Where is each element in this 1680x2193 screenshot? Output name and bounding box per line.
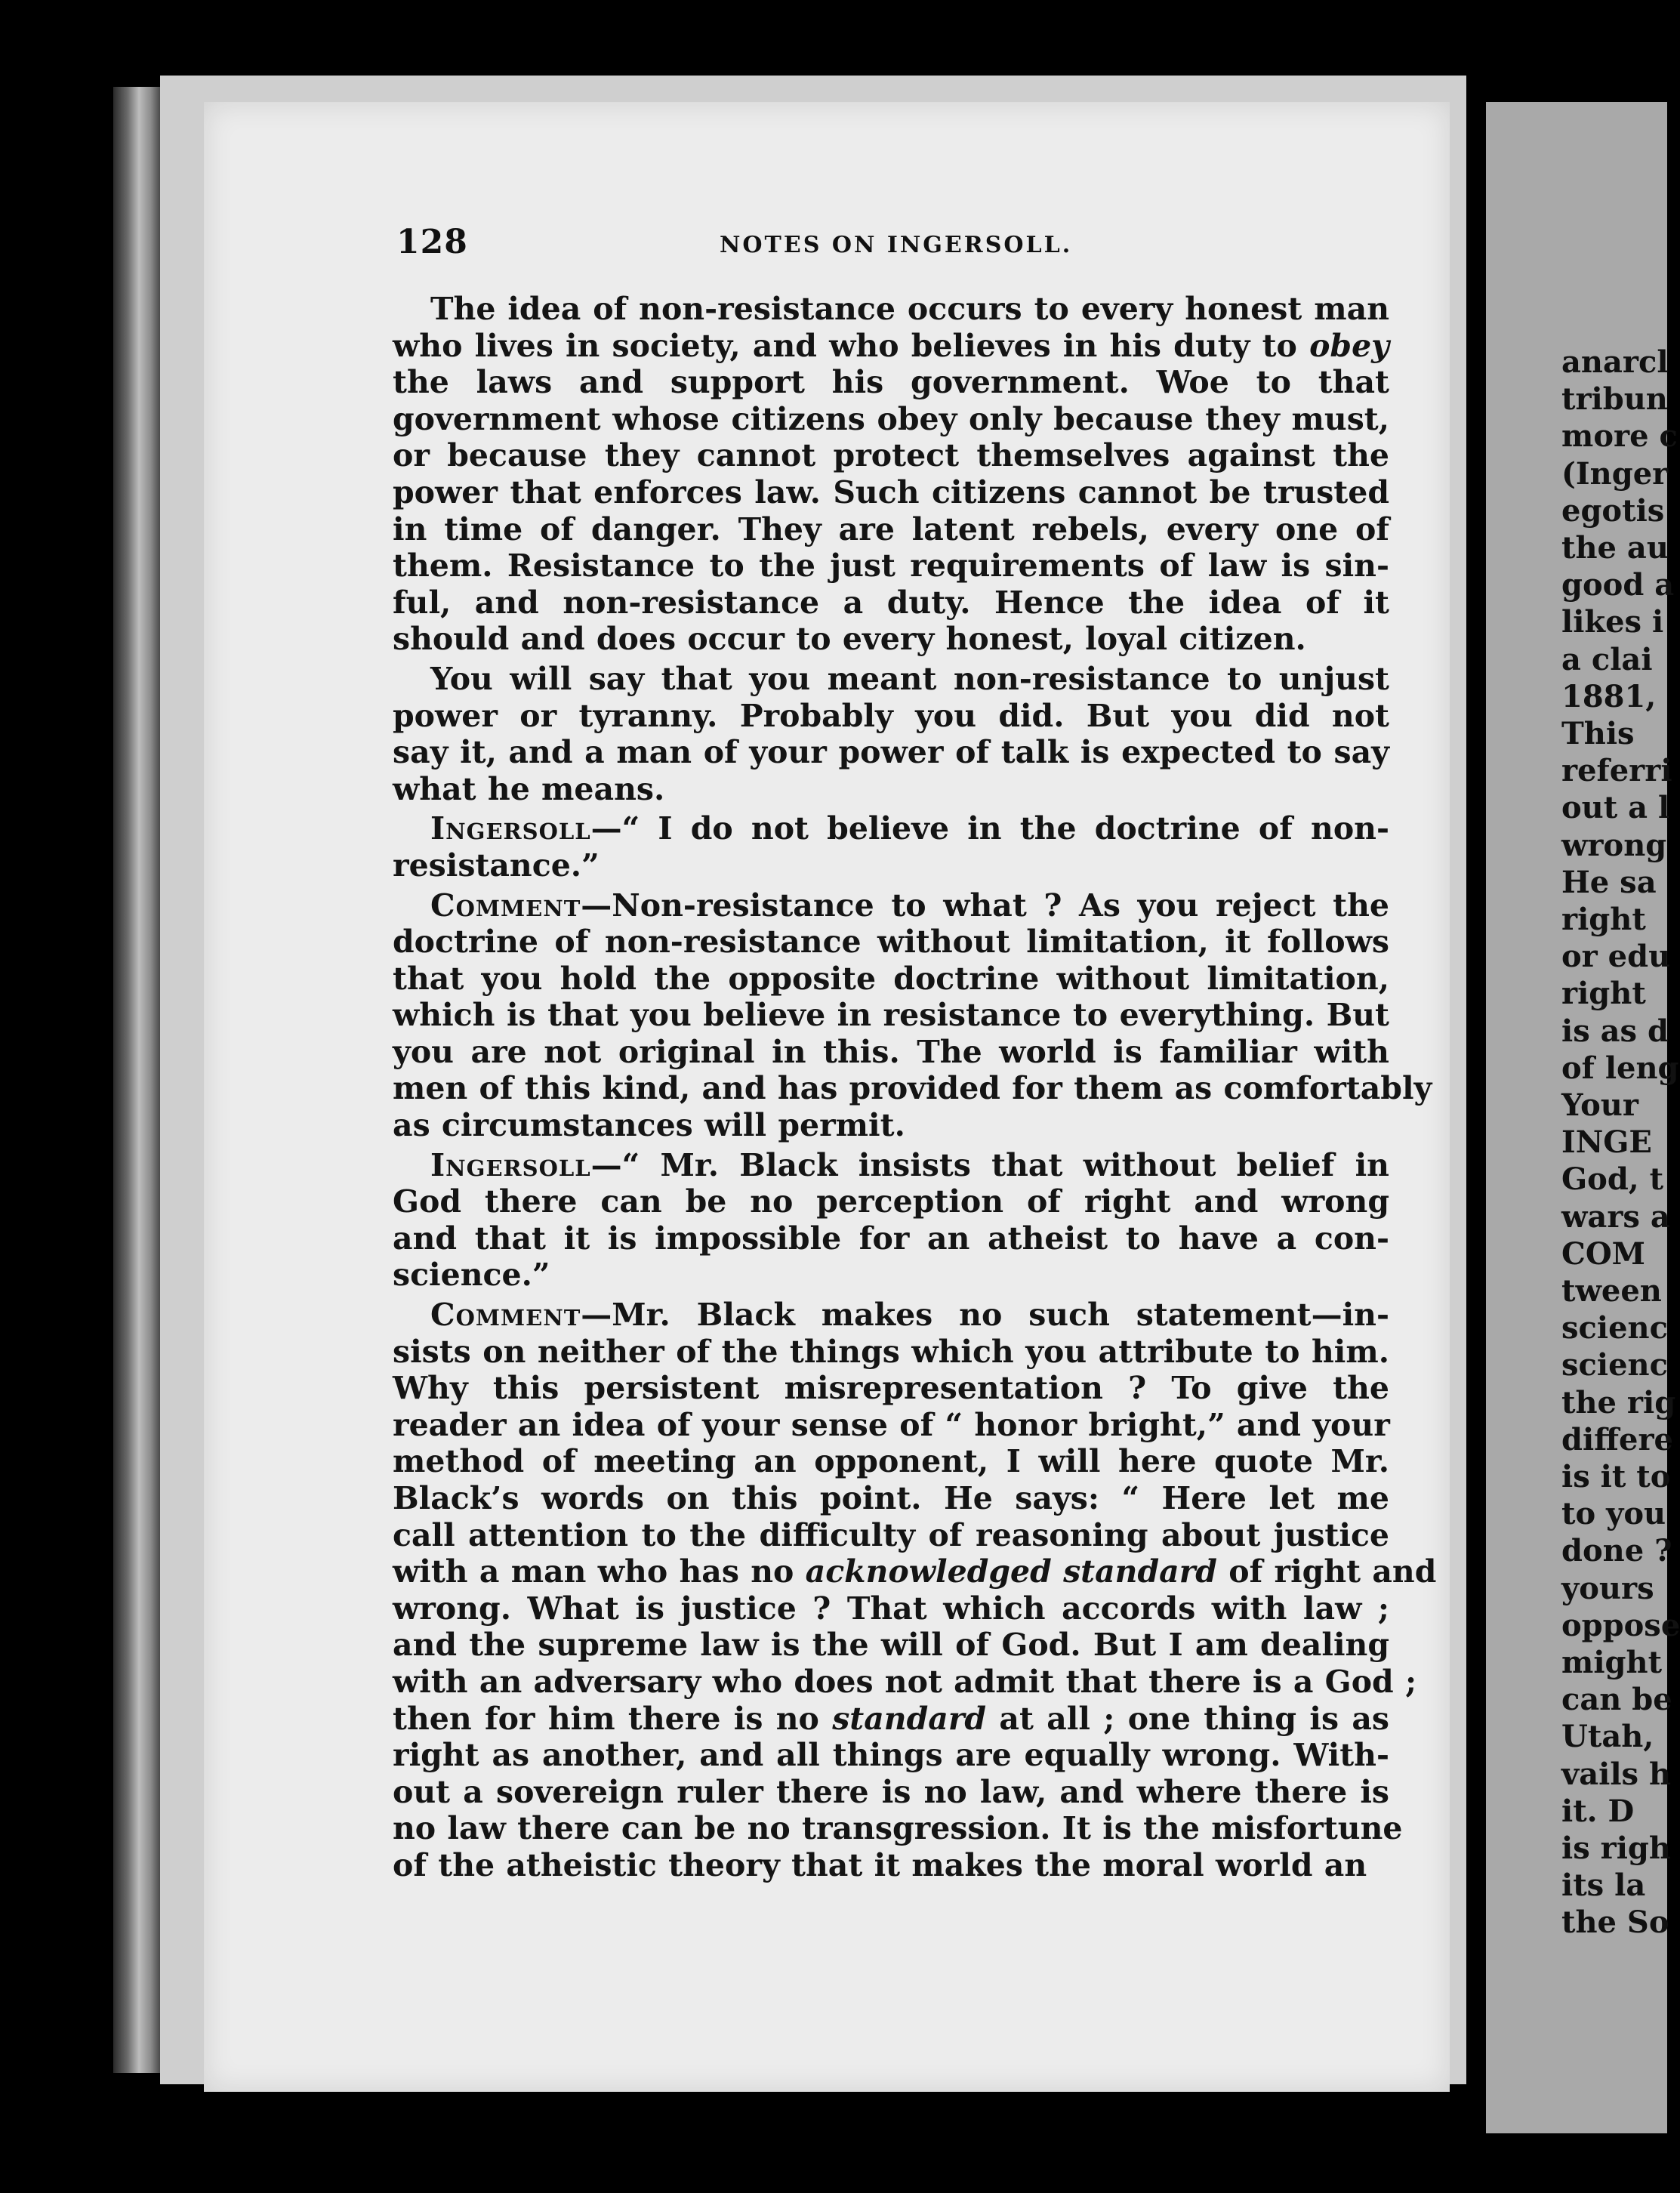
- text-line: [355, 810, 1389, 847]
- text-line: [355, 1627, 1389, 1664]
- line-text: power or tyranny. Probably you did. But you did not: [393, 697, 1389, 734]
- adjacent-page-text-fragment: differe: [1561, 1421, 1673, 1457]
- text-line: [355, 1701, 1389, 1738]
- line-text: The idea of non-resistance occurs to every honest man: [430, 291, 1389, 327]
- adjacent-page-text-fragment: a clai: [1561, 641, 1653, 677]
- adjacent-page-text-fragment: right: [1561, 902, 1646, 937]
- adjacent-page-text-fragment: or edu: [1561, 939, 1671, 975]
- line-text: and the supreme law is the will of God. But I am dealing: [393, 1627, 1389, 1664]
- line-text: ful, and non-resistance a duty. Hence the idea of it: [393, 584, 1389, 621]
- text-line: [355, 1590, 1389, 1627]
- text-line: [355, 698, 1389, 735]
- page-header: [396, 223, 1370, 265]
- adjacent-page-text-fragment: wars a: [1561, 1198, 1670, 1235]
- line-text: method of meeting an opponent, I will here quote Mr.: [393, 1443, 1389, 1480]
- text-line: [355, 1147, 1389, 1184]
- adjacent-page-text-fragment: likes i: [1561, 604, 1664, 640]
- body-text: [355, 291, 1437, 1887]
- text-line: [355, 997, 1389, 1034]
- adjacent-page-text-fragment: He sa: [1561, 864, 1657, 900]
- line-text: in time of danger. They are latent rebels, every one of: [393, 510, 1389, 547]
- text-line: [355, 328, 1389, 365]
- adjacent-page-text-fragment: God, t: [1561, 1161, 1664, 1198]
- line-text: right as another, and all things are equally wrong. With-: [393, 1737, 1389, 1774]
- speaker-label: Ingersoll: [430, 1146, 591, 1183]
- line-text: Why this persistent misrepresentation ? To give the: [393, 1370, 1389, 1407]
- line-text: as circumstances will permit.: [393, 1107, 905, 1144]
- line-text: what he means.: [393, 770, 665, 807]
- running-head: NOTES ON INGERSOLL.: [720, 232, 1073, 258]
- text-line: [355, 621, 1389, 658]
- text-line: [355, 364, 1389, 401]
- adjacent-page-text-fragment: wrong: [1561, 827, 1667, 863]
- text-line: [355, 961, 1389, 998]
- adjacent-page-text-fragment: COM: [1561, 1235, 1645, 1272]
- adjacent-page-text-fragment: might: [1561, 1645, 1663, 1680]
- paragraph: [355, 661, 1389, 807]
- paragraph: [355, 291, 1389, 658]
- text-line: [355, 437, 1389, 474]
- text-line: [355, 1257, 1389, 1294]
- adjacent-page-text-fragment: referri: [1561, 753, 1672, 789]
- line-text: —Non-resistance to what ? As you reject the: [581, 887, 1389, 924]
- adjacent-page-text-fragment: out a l: [1561, 790, 1670, 826]
- line-text: who lives in society, and who believes in his duty to obey: [393, 327, 1389, 364]
- adjacent-page-text-fragment: to you: [1561, 1496, 1666, 1532]
- line-text: of the atheistic theory that it makes the moral world an: [393, 1846, 1367, 1883]
- text-line: [355, 1107, 1389, 1144]
- line-text: —“ I do not believe in the doctrine of non-: [590, 810, 1389, 847]
- adjacent-page-text-fragment: 1881,: [1561, 678, 1657, 714]
- line-text: out a sovereign ruler there is no law, and where there is: [393, 1773, 1389, 1810]
- text-line: [355, 1220, 1389, 1257]
- text-line: [355, 1034, 1389, 1071]
- speaker-label: Comment: [430, 887, 581, 924]
- line-text: You will say that you meant non-resistance to unjust: [430, 660, 1389, 697]
- adjacent-page-text-fragment: more c: [1561, 418, 1678, 455]
- adjacent-page-text-fragment: the So: [1561, 1905, 1669, 1941]
- line-text: should and does occur to every honest, loyal citizen.: [393, 621, 1306, 658]
- adjacent-page-text-fragment: is as d: [1561, 1013, 1669, 1049]
- adjacent-page-text-fragment: is it to: [1561, 1459, 1671, 1494]
- adjacent-page-text-fragment: done ?: [1561, 1533, 1672, 1569]
- adjacent-page-text-fragment: it. D: [1561, 1793, 1635, 1829]
- line-text: say it, and a man of your power of talk is expected to say: [393, 734, 1389, 771]
- line-text: the laws and support his government. Woe to that: [393, 364, 1389, 401]
- text-line: [355, 1774, 1389, 1811]
- text-line: [355, 1517, 1389, 1554]
- adjacent-page: [1486, 102, 1680, 2133]
- adjacent-page-text-fragment: good a: [1561, 567, 1675, 603]
- text-line: [355, 474, 1389, 511]
- dialogue-paragraph: [355, 1297, 1437, 1884]
- line-text: doctrine of non-resistance without limitation, it follows: [393, 924, 1389, 961]
- text-line: [355, 584, 1389, 622]
- text-line: [355, 1847, 1389, 1884]
- text-line: [355, 847, 1389, 884]
- line-text: them. Resistance to the just requirements of law is sin-: [393, 547, 1389, 584]
- line-text: with an adversary who does not admit that there is a God ;: [393, 1663, 1417, 1700]
- text-line: [355, 1663, 1417, 1701]
- adjacent-page-text-fragment: tribun: [1561, 381, 1668, 418]
- line-text: wrong. What is justice ? That which accords with law ;: [393, 1590, 1389, 1627]
- text-line: [355, 924, 1389, 961]
- line-text: that you hold the opposite doctrine without limitation,: [393, 960, 1389, 997]
- text-line: [355, 1810, 1403, 1847]
- text-line: [355, 511, 1389, 548]
- text-line: [355, 1070, 1432, 1107]
- adjacent-page-text-fragment: right: [1561, 976, 1646, 1012]
- line-text: resistance.”: [393, 847, 600, 884]
- line-text: —“ Mr. Black insists that without belief in: [590, 1146, 1389, 1183]
- text-line: [355, 1443, 1389, 1480]
- adjacent-page-text-fragment: the au: [1561, 530, 1669, 566]
- adjacent-page-text-fragment: of leng: [1561, 1050, 1679, 1086]
- text-line: [355, 1737, 1389, 1774]
- text-line: [355, 1297, 1389, 1334]
- dialogue-paragraph: [355, 887, 1432, 1144]
- adjacent-page-text-fragment: (Inger: [1561, 455, 1669, 492]
- book-binding-edge: [113, 87, 160, 2073]
- line-text: reader an idea of your sense of “ honor bright,” and your: [393, 1406, 1390, 1443]
- text-line: [355, 1370, 1389, 1407]
- text-line: [355, 771, 1389, 808]
- adjacent-page-text-fragment: tween: [1561, 1273, 1662, 1309]
- text-line: [355, 1553, 1437, 1590]
- adjacent-page-text-fragment: the rig: [1561, 1384, 1676, 1420]
- line-text: power that enforces law. Such citizens cannot be trusted: [393, 473, 1389, 510]
- speaker-label: Ingersoll: [430, 810, 591, 847]
- adjacent-page-text-fragment: oppose: [1561, 1607, 1680, 1643]
- line-text: then for him there is no standard at all ; one thing is as: [393, 1700, 1389, 1737]
- line-text: which is that you believe in resistance to everything. But: [393, 997, 1389, 1034]
- dialogue-paragraph: [355, 1147, 1389, 1294]
- adjacent-page-text-fragment: Utah,: [1561, 1719, 1654, 1755]
- speaker-label: Comment: [430, 1297, 581, 1334]
- text-line: [355, 1183, 1389, 1220]
- adjacent-page-text-fragment: can be: [1561, 1682, 1672, 1718]
- dialogue-paragraph: [355, 810, 1389, 884]
- adjacent-page-text-fragment: its la: [1561, 1868, 1646, 1904]
- line-text: men of this kind, and has provided for them as comfortably: [393, 1070, 1432, 1107]
- line-text: —Mr. Black makes no such statement—in-: [581, 1297, 1389, 1334]
- text-line: [355, 1480, 1389, 1517]
- line-text: God there can be no perception of right and wrong: [393, 1183, 1389, 1220]
- line-text: with a man who has no acknowledged standard of right and: [393, 1553, 1437, 1590]
- adjacent-page-text-fragment: Your: [1561, 1087, 1638, 1123]
- line-text: or because they cannot protect themselves against the: [393, 437, 1389, 474]
- text-line: [355, 661, 1389, 698]
- line-text: you are not original in this. The world is familiar with: [393, 1033, 1389, 1070]
- line-text: Black’s words on this point. He says: “ Here let me: [393, 1480, 1389, 1516]
- text-line: [355, 734, 1389, 771]
- text-line: [355, 1407, 1389, 1444]
- adjacent-page-text-fragment: anarcl: [1561, 344, 1669, 380]
- line-text: science.”: [393, 1257, 550, 1294]
- text-line: [355, 1334, 1389, 1371]
- adjacent-page-text-fragment: This: [1561, 716, 1635, 751]
- line-text: no law there can be no transgression. It is the misfortune: [393, 1810, 1403, 1847]
- page-number: 128: [396, 223, 468, 261]
- line-text: government whose citizens obey only because they must,: [393, 400, 1389, 437]
- adjacent-page-text-fragment: vails h: [1561, 1756, 1672, 1792]
- adjacent-page-text-fragment: scienc: [1561, 1310, 1668, 1346]
- text-line: [355, 291, 1389, 328]
- text-line: [355, 401, 1389, 438]
- page-gutter: [1466, 76, 1486, 2130]
- text-line: [355, 887, 1389, 924]
- adjacent-page-text-fragment: egotis: [1561, 492, 1665, 529]
- adjacent-page-text-fragment: INGE: [1561, 1124, 1652, 1161]
- adjacent-page-text-fragment: scienc: [1561, 1347, 1668, 1383]
- adjacent-page-text-fragment: is righ: [1561, 1831, 1671, 1866]
- line-text: sists on neither of the things which you attribute to him.: [393, 1333, 1389, 1370]
- adjacent-page-text-fragment: yours: [1561, 1570, 1654, 1606]
- text-line: [355, 547, 1389, 584]
- line-text: call attention to the difficulty of reasoning about justice: [393, 1516, 1389, 1553]
- line-text: and that it is impossible for an atheist to have a con-: [393, 1220, 1389, 1257]
